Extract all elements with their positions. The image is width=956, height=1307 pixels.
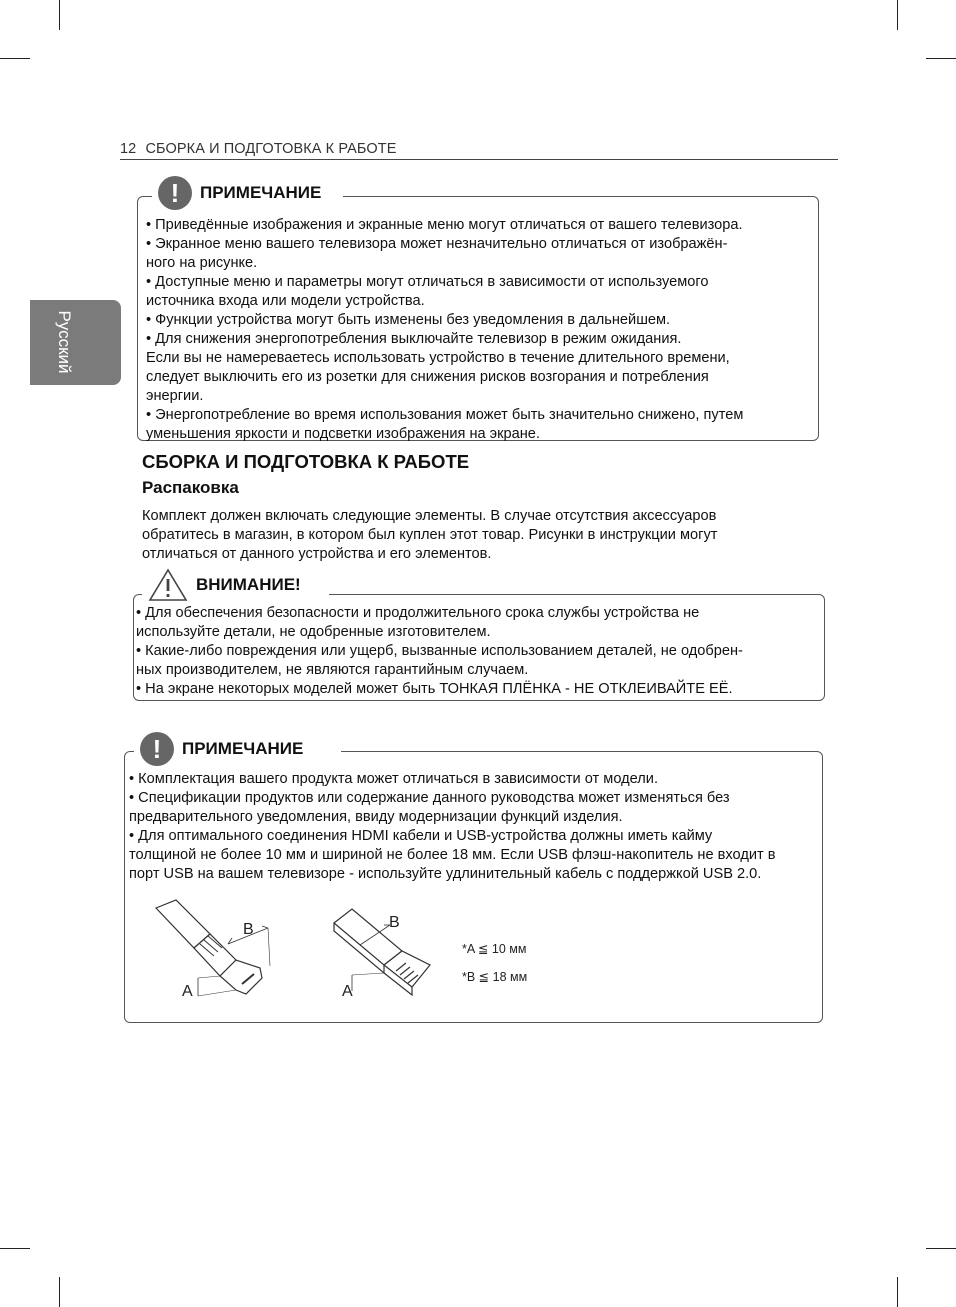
note-1-list: [146, 216, 743, 444]
crop-mark: [59, 1277, 60, 1307]
note-title-text: ПРИМЕЧАНИЕ: [182, 739, 304, 758]
warning-triangle-icon: [148, 568, 188, 602]
exclamation-circle-icon: !: [140, 732, 174, 766]
usb-label-a: A: [342, 983, 353, 1000]
note-line: порт USB на вашем телевизоре - используйте удлинительный кабель с поддержкой USB 2.0.: [129, 866, 762, 882]
note-title-1: [152, 173, 343, 213]
header-section-title: СБОРКА И ПОДГОТОВКА К РАБОТЕ: [145, 141, 397, 157]
note-line: уменьшения яркости и подсветки изображения на экране.: [146, 426, 540, 442]
crop-mark: [0, 58, 30, 59]
hdmi-connector-diagram: [150, 898, 290, 1003]
note-line: • Спецификации продуктов или содержание данного руководства может изменяться без: [129, 790, 730, 806]
hdmi-label-a: A: [182, 983, 193, 1000]
note-line: Если вы не намереваетесь использовать устройство в течение длительного времени,: [146, 350, 730, 366]
limit-a: *A ≦ 10 мм: [462, 942, 527, 956]
note-line: • Приведённые изображения и экранные меню могут отличаться от вашего телевизора.: [146, 217, 743, 233]
note-line: • Комплектация вашего продукта может отличаться в зависимости от модели.: [129, 771, 658, 787]
section-intro: [142, 507, 717, 564]
caution-title-text: ВНИМАНИЕ!: [196, 575, 301, 594]
intro-line: Комплект должен включать следующие элементы. В случае отсутствия аксессуаров: [142, 508, 717, 524]
language-tab-label: Русский: [55, 310, 74, 374]
hdmi-label-b: B: [243, 921, 254, 938]
caution-line: • Какие-либо повреждения или ущерб, вызванные использованием деталей, не одобрен-: [136, 643, 743, 659]
section-title: СБОРКА И ПОДГОТОВКА К РАБОТЕ: [142, 451, 470, 472]
note-line: источника входа или модели устройства.: [146, 293, 425, 309]
caution-line: • На экране некоторых моделей может быть ТОНКАЯ ПЛЁНКА - НЕ ОТКЛЕИВАЙТЕ ЕЁ.: [136, 681, 733, 697]
note-title-2: [134, 729, 341, 769]
caution-title: [142, 566, 329, 604]
caution-line: • Для обеспечения безопасности и продолжительного срока службы устройства не: [136, 605, 700, 621]
crop-mark: [897, 1277, 898, 1307]
usb-label-b: B: [389, 914, 400, 931]
size-limits: [462, 935, 527, 991]
crop-mark: [897, 0, 898, 30]
note-2-list: [129, 770, 776, 884]
crop-mark: [59, 0, 60, 30]
caution-line: используйте детали, не одобренные изготовителем.: [136, 624, 491, 640]
crop-mark: [0, 1248, 30, 1249]
crop-mark: [926, 1248, 956, 1249]
note-line: • Доступные меню и параметры могут отличаться в зависимости от используемого: [146, 274, 709, 290]
note-line: • Для оптимального соединения HDMI кабели и USB-устройства должны иметь кайму: [129, 828, 713, 844]
intro-line: обратитесь в магазин, в котором был куплен этот товар. Рисунки в инструкции могут: [142, 527, 718, 543]
note-line: • Экранное меню вашего телевизора может незначительно отличаться от изображён-: [146, 236, 728, 252]
note-line: следует выключить его из розетки для снижения рисков возгорания и потребления: [146, 369, 709, 385]
note-line: • Энергопотребление во время использования может быть значительно снижено, путем: [146, 407, 744, 423]
section-subtitle: Распаковка: [142, 478, 239, 497]
intro-line: отличаться от данного устройства и его элементов.: [142, 546, 492, 562]
page-header: [120, 141, 838, 160]
crop-mark: [926, 58, 956, 59]
limit-b: *B ≦ 18 мм: [462, 970, 528, 984]
exclamation-circle-icon: !: [158, 176, 192, 210]
note-line: толщиной не более 10 мм и шириной не более 18 мм. Если USB флэш-накопитель не входит в: [129, 847, 776, 863]
caution-list: [136, 604, 743, 699]
caution-line: ных производителем, не являются гарантийным случаем.: [136, 662, 529, 678]
note-line: энергии.: [146, 388, 204, 404]
note-title-text: ПРИМЕЧАНИЕ: [200, 183, 322, 202]
page-number: 12: [120, 141, 137, 157]
language-tab: [30, 300, 121, 385]
note-line: • Для снижения энергопотребления выключайте телевизор в режим ожидания.: [146, 331, 682, 347]
note-line: • Функции устройства могут быть изменены без уведомления в дальнейшем.: [146, 312, 671, 328]
note-line: ного на рисунке.: [146, 255, 258, 271]
note-line: предварительного уведомления, ввиду модернизации функций изделия.: [129, 809, 623, 825]
